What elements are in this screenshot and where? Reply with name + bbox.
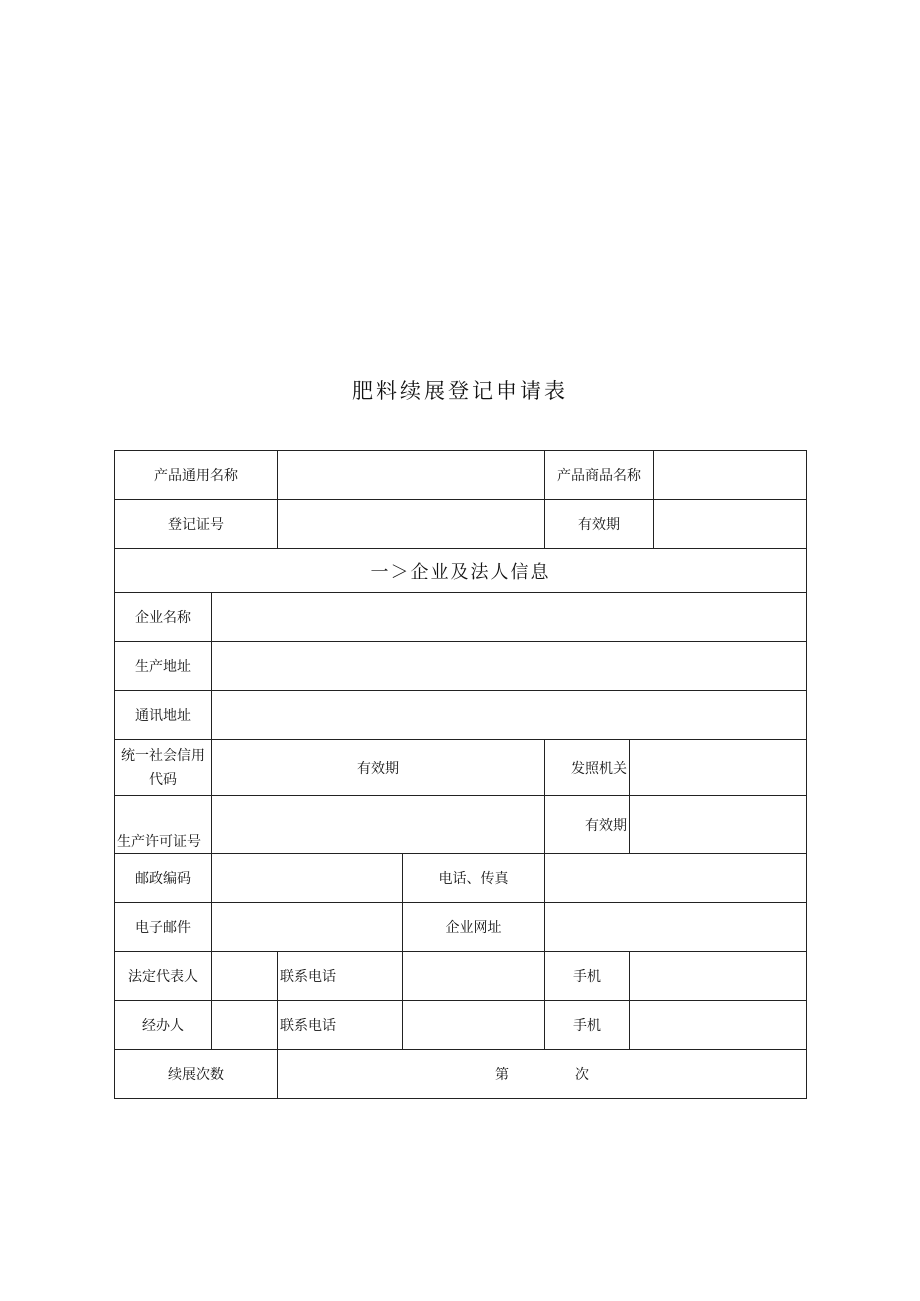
row-renewal-count: [115, 1050, 807, 1099]
section-heading: 一＞企业及法人信息: [115, 549, 807, 593]
credit-code-label-line1: 统一社会信用: [121, 747, 205, 764]
renewal-ordinal-prefix: 第: [495, 1067, 510, 1083]
phone-fax-label: 电话、传真: [403, 854, 545, 903]
issuing-authority-label: 发照机关: [545, 740, 630, 796]
generic-name-field[interactable]: [278, 451, 545, 500]
handler-mobile-field[interactable]: [630, 1001, 807, 1050]
legal-rep-field[interactable]: [212, 952, 278, 1001]
website-field[interactable]: [545, 903, 807, 952]
row-production-license: [115, 796, 807, 854]
reg-validity-field[interactable]: [654, 500, 807, 549]
production-license-label: 生产许可证号: [115, 796, 212, 854]
handler-phone-label: 联系电话: [278, 1001, 403, 1050]
handler-label: 经办人: [115, 1001, 212, 1050]
credit-code-label-line2: 代码: [149, 771, 177, 788]
generic-name-label: 产品通用名称: [115, 451, 278, 500]
company-name-label: 企业名称: [115, 593, 212, 642]
reg-cert-field[interactable]: [278, 500, 545, 549]
renewal-count-field[interactable]: [278, 1050, 807, 1099]
phone-fax-field[interactable]: [545, 854, 807, 903]
company-name-field[interactable]: [212, 593, 807, 642]
credit-validity-label: 有效期: [212, 740, 545, 796]
legal-rep-phone-label: 联系电话: [278, 952, 403, 1001]
handler-mobile-label: 手机: [545, 1001, 630, 1050]
handler-phone-field[interactable]: [403, 1001, 545, 1050]
row-company-name: [115, 593, 807, 642]
row-email-website: [115, 903, 807, 952]
row-mailing-address: [115, 691, 807, 740]
legal-rep-label: 法定代表人: [115, 952, 212, 1001]
row-legal-rep: [115, 952, 807, 1001]
production-address-label: 生产地址: [115, 642, 212, 691]
mailing-address-label: 通讯地址: [115, 691, 212, 740]
mailing-address-field[interactable]: [212, 691, 807, 740]
email-field[interactable]: [212, 903, 403, 952]
renewal-count-label: 续展次数: [115, 1050, 278, 1099]
reg-validity-label: 有效期: [545, 500, 654, 549]
legal-rep-mobile-field[interactable]: [630, 952, 807, 1001]
license-validity-label: 有效期: [545, 796, 630, 854]
row-credit-code: [115, 740, 807, 796]
form-title: 肥料续展登记申请表: [352, 379, 568, 403]
trade-name-label: 产品商品名称: [545, 451, 654, 500]
issuing-authority-field[interactable]: [630, 740, 807, 796]
production-address-field[interactable]: [212, 642, 807, 691]
production-license-field[interactable]: [212, 796, 545, 854]
row-section-heading: [115, 549, 807, 593]
trade-name-field[interactable]: [654, 451, 807, 500]
postal-code-label: 邮政编码: [115, 854, 212, 903]
application-form-table: [114, 450, 807, 1099]
renewal-ordinal-suffix: 次: [575, 1067, 590, 1083]
email-label: 电子邮件: [115, 903, 212, 952]
row-product-names: [115, 451, 807, 500]
postal-code-field[interactable]: [212, 854, 403, 903]
row-production-address: [115, 642, 807, 691]
reg-cert-label: 登记证号: [115, 500, 278, 549]
website-label: 企业网址: [403, 903, 545, 952]
row-postal-phone: [115, 854, 807, 903]
license-validity-field[interactable]: [630, 796, 807, 854]
handler-field[interactable]: [212, 1001, 278, 1050]
row-handler: [115, 1001, 807, 1050]
credit-code-label: [115, 740, 212, 796]
row-registration: [115, 500, 807, 549]
legal-rep-phone-field[interactable]: [403, 952, 545, 1001]
legal-rep-mobile-label: 手机: [545, 952, 630, 1001]
